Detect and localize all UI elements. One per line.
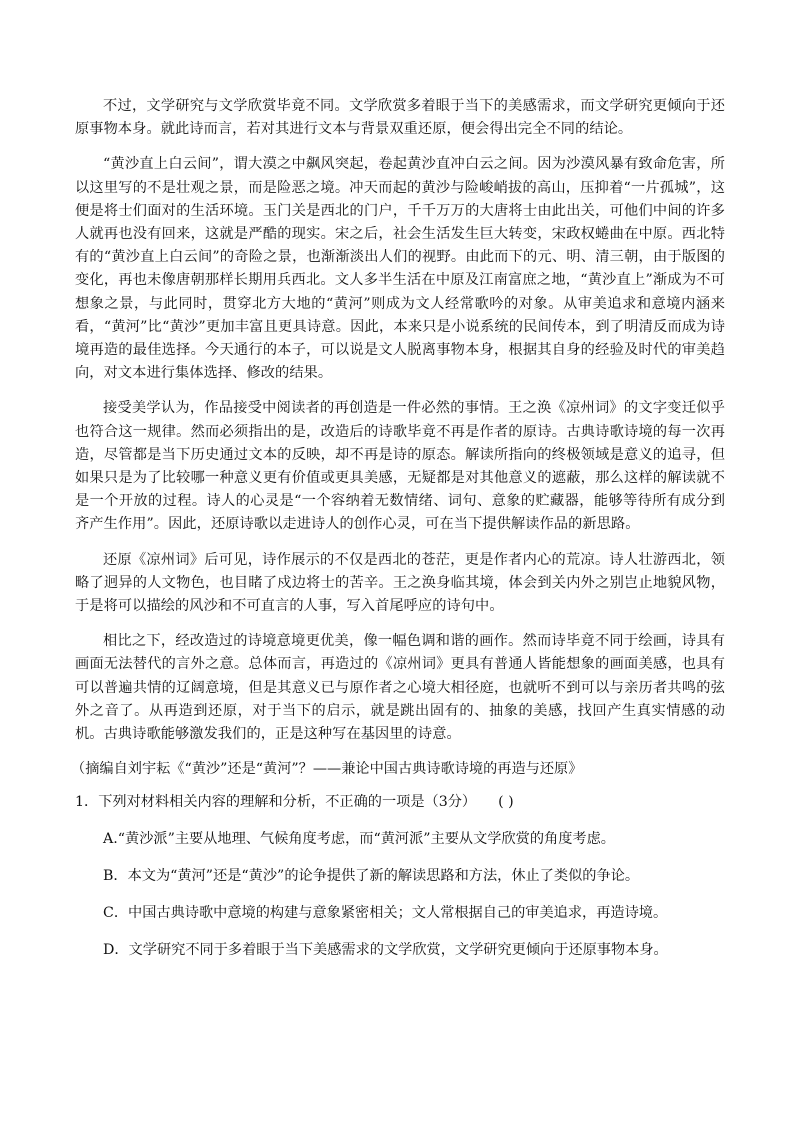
source-citation: （摘编自刘宇耘《“黄沙”还是“黄河”？——兼论中国古典诗歌诗境的再造与还原》 <box>71 761 583 778</box>
option-d: D．文学研究不同于多着眼于当下美感需求的文学欣赏，文学研究更倾向于还原事物本身。 <box>103 942 668 959</box>
paragraph-1: 不过，文学研究与文学欣赏毕竟不同。文学欣赏多着眼于当下的美感需求，而文学研究更倾向于还原事物本身。就此诗而言，若对其进行文本与背景双重还原，便会得出完全不同的结论。 <box>75 98 725 138</box>
answer-blank: ( ) <box>498 794 514 811</box>
paragraph-5: 相比之下，经改造过的诗境意境更优美，像一幅色调和谐的画作。然而诗毕竟不同于绘画，诗具有画面无法替代的言外之意。总体而言，再造过的《凉州词》更具有普通人皆能想象的画面美感，也具有可以普遍共情的辽阔意境，但是其意义已与原作者之心境大相径庭，也就听不到可以与亲历者共鸣的弦外之音了。从再造到还原，对于当下的启示，就是跳出固有的、抽象的美感，找回产生真实情感的动机。古典诗歌能够激发我们的，正是这种写在基因里的诗意。 <box>75 633 725 743</box>
document-page <box>71 95 725 976</box>
paragraph-3: 接受美学认为，作品接受中阅读者的再创造是一件必然的事情。王之涣《凉州词》的文字变迁似乎也符合这一规律。然而必须指出的是，改造后的诗歌毕竟不再是作者的原诗。古典诗歌诗境的每一次再造，尽管都是当下历史通过文本的反映，却不再是诗的原态。解读所指向的终极领域是意义的追寻，但如果只是为了比较哪一种意义更有价值或更具美感，无疑都是对其他意义的遮蔽，那么这样的解读就不是一个开放的过程。诗人的心灵是“一个容纳着无数情绪、词句、意象的贮藏器，能够等待所有成分到齐产生作用”。因此，还原诗歌以走进诗人的创作心灵，可在当下提供解读作品的新思路。 <box>75 400 725 533</box>
paragraph-2: “黄沙直上白云间”，谓大漠之中飙风突起，卷起黄沙直冲白云之间。因为沙漠风暴有致命危害，所以这里写的不是壮观之景，而是险恶之境。冲天而起的黄沙与险峻峭拔的高山，压抑着“一片孤城”，这便是将士们面对的生活环境。玉门关是西北的门户，千千万万的大唐将士由此出关，可他们中间的许多人就再也没有回来，这就是严酷的现实。宋之后，社会生活发生巨大转变，宋政权蜷曲在中原。西北特有的“黄沙直上白云间”的奇险之景，也渐渐淡出人们的视野。由此而下的元、明、清三朝，由于版图的变化，再也未像唐朝那样长期用兵西北。文人多半生活在中原及江南富庶之地，“黄沙直上”渐成为不可想象之景，与此同时，贯穿北方大地的“黄河”则成为文人经常歌吟的对象。从审美追求和意境内涵来看，“黄河”比“黄沙”更加丰富且更具诗意。因此，本来只是小说系统的民间传本，到了明清反而成为诗境再造的最佳选择。今天通行的本子，可以说是文人脱离事物本身，根据其自身的经验及时代的审美趋向，对文本进行集体选择、修改的结果。 <box>75 156 725 382</box>
paragraph-4: 还原《凉州词》后可见，诗作展示的不仅是西北的苍茫，更是作者内心的荒凉。诗人壮游西北，领略了迥异的人文物色，也目睹了戍边将士的苦辛。王之涣身临其境，体会到关内外之别岂止地貌风物，于是将可以描绘的风沙和不可直言的人事，写入首尾呼应的诗句中。 <box>75 551 725 615</box>
option-b: B．本文为“黄河”还是“黄沙”的论争提供了新的解读思路和方法，休止了类似的争论。 <box>103 868 640 885</box>
option-c: C．中国古典诗歌中意境的构建与意象紧密相关；文人常根据自己的审美追求，再造诗境。 <box>103 905 668 922</box>
option-a: A.“黄沙派”主要从地理、气候角度考虑，而“黄河派”主要从文学欣赏的角度考虑。 <box>103 831 615 848</box>
question-stem <box>75 791 725 814</box>
question-text: 1．下列对材料相关内容的理解和分析，不正确的一项是（3分） <box>75 794 477 811</box>
